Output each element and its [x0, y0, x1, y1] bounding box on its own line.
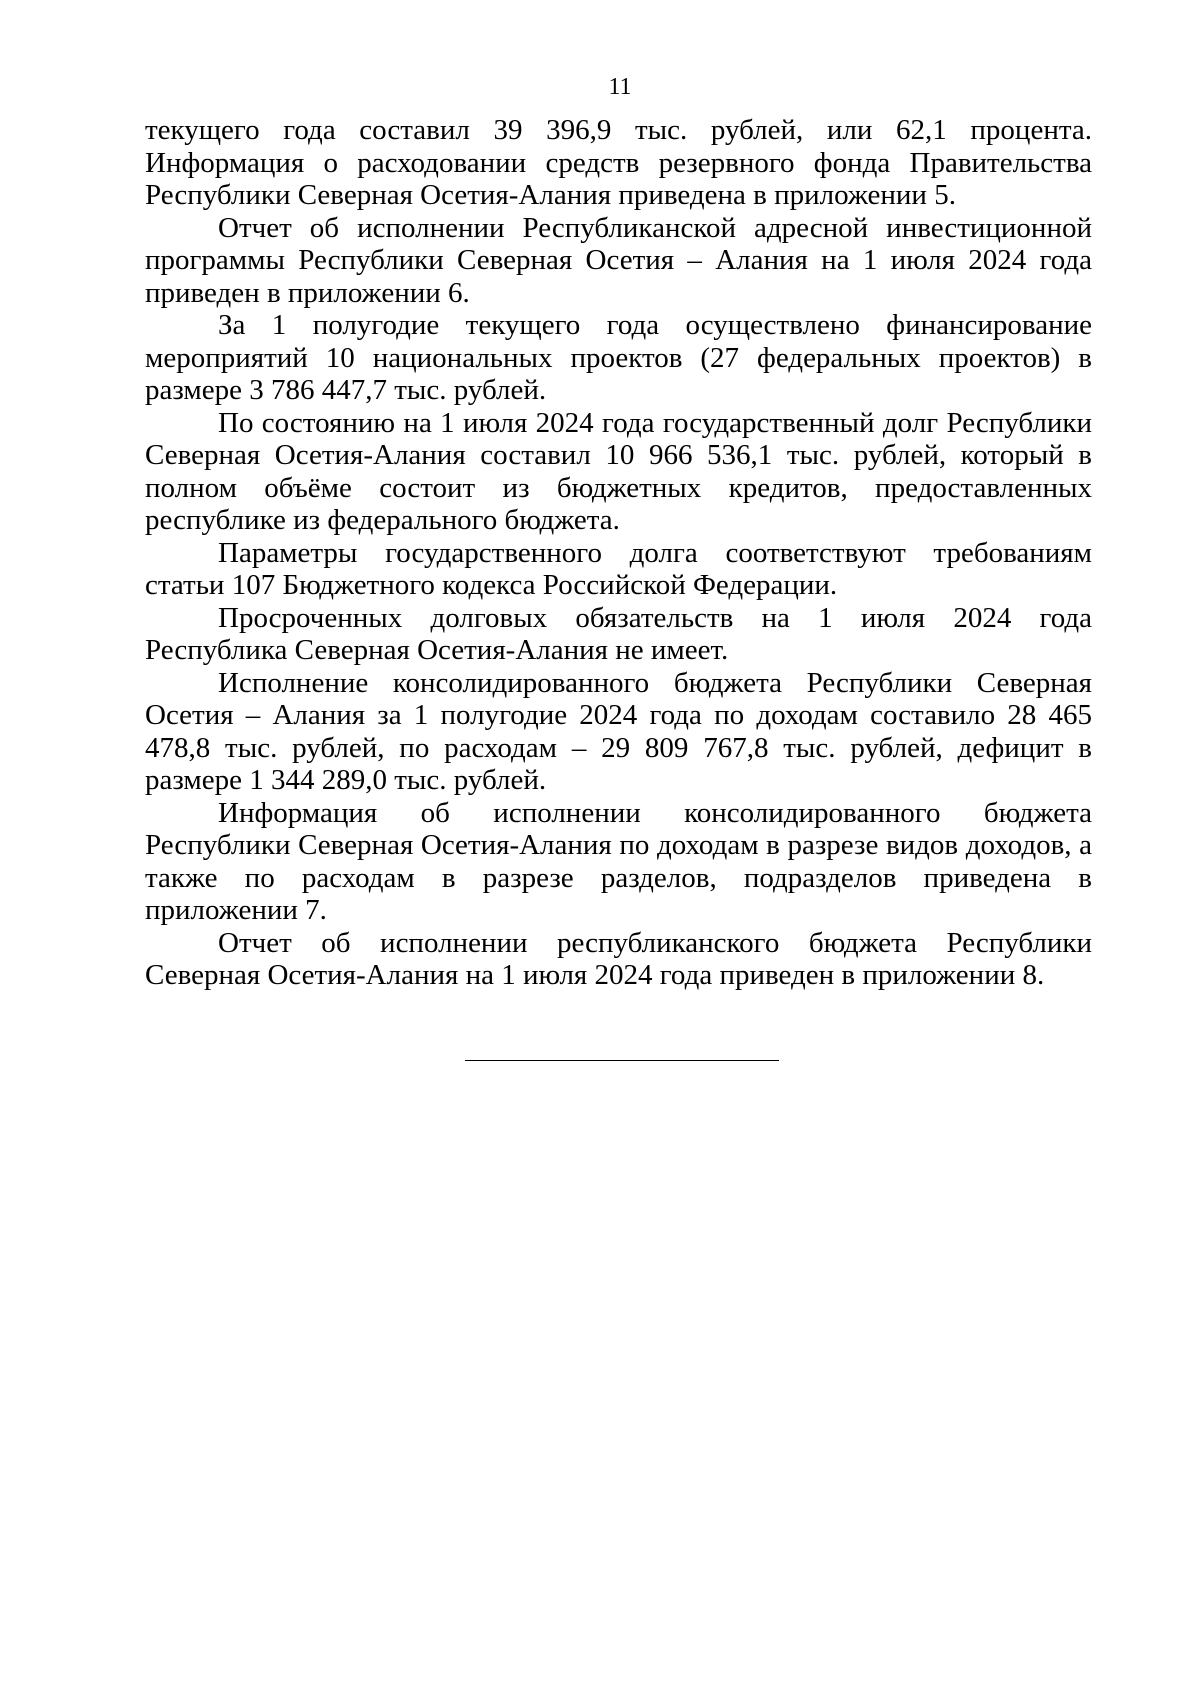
paragraph-investment-program: Отчет об исполнении Республиканской адресной инвестиционной программы Республики Северная Осетия – Алания на 1 июля 2024 года приведен в приложении 6. [145, 211, 1092, 309]
paragraph-overdue-obligations: Просроченных долговых обязательств на 1 июля 2024 года Республика Северная Осетия-Алания не имеет. [145, 601, 1092, 666]
paragraph-consolidated-info: Информация об исполнении консолидированного бюджета Республики Северная Осетия-Алания по доходам в разрезе видов доходов, а также по расходам в разрезе разделов, подразделов приведена в приложении 7. [145, 796, 1092, 926]
paragraph-continuation: текущего года составил 39 396,9 тыс. рублей, или 62,1 процента. Информация о расходовании средств резервного фонда Правительства Республики Северная Осетия-Алания приведена в приложении 5. [145, 114, 1092, 211]
closing-divider-line [465, 1060, 779, 1061]
page-number: 11 [608, 74, 632, 100]
paragraph-public-debt: По состоянию на 1 июля 2024 года государственный долг Республики Северная Осетия-Алания составил 10 966 536,1 тыс. рублей, который в полном объёме состоит из бюджетных кредитов, предоставленных республике из федерального бюджета. [145, 406, 1092, 536]
paragraph-consolidated-budget: Исполнение консолидированного бюджета Республики Северная Осетия – Алания за 1 полугодие 2024 года по доходам составило 28 465 478,8 тыс. рублей, по расходам – 29 809 767,8 тыс. рублей, дефицит в размере 1 344 289,0 тыс. рублей. [145, 666, 1092, 796]
paragraph-national-projects: За 1 полугодие текущего года осуществлено финансирование мероприятий 10 национальных проектов (27 федеральных проектов) в размере 3 786 447,7 тыс. рублей. [145, 309, 1092, 406]
paragraph-debt-parameters: Параметры государственного долга соответствуют требованиям статьи 107 Бюджетного кодекса Российской Федерации. [145, 536, 1092, 601]
paragraph-republican-budget-report: Отчет об исполнении республиканского бюджета Республики Северная Осетия-Алания на 1 июля 2024 года приведен в приложении 8. [145, 926, 1092, 991]
document-body [145, 114, 1092, 992]
